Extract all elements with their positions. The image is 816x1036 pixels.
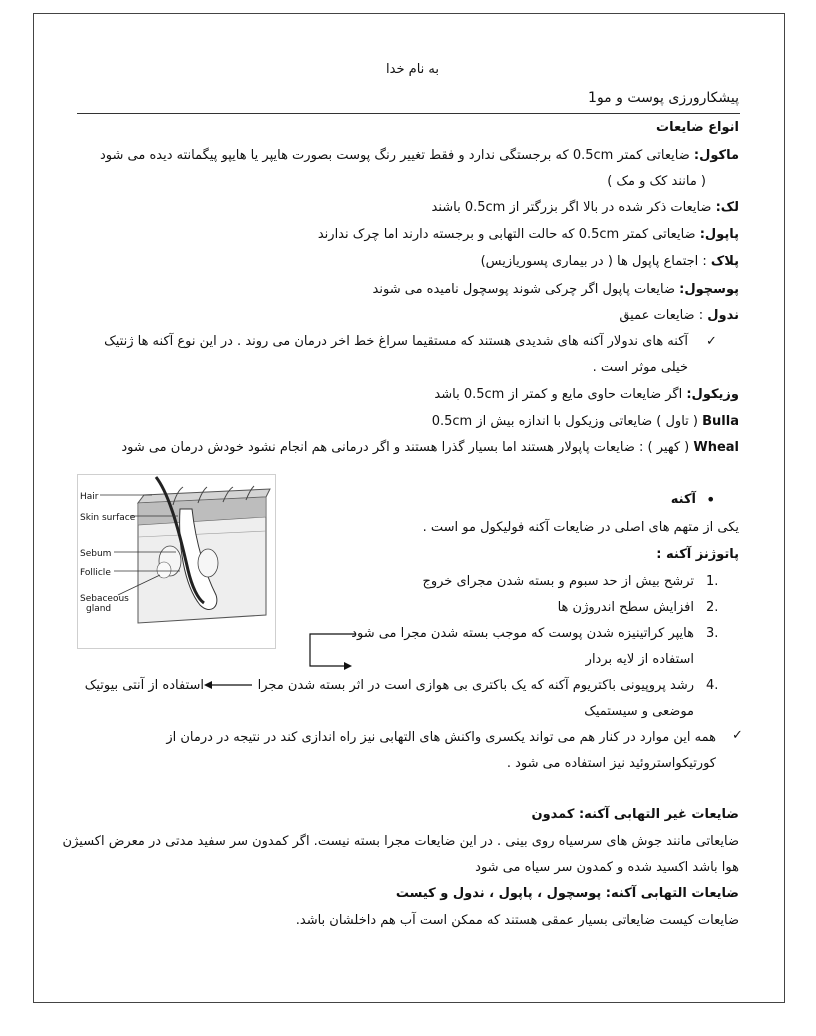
vesicle-term: وزیکول: bbox=[686, 387, 739, 402]
inflammatory-text: ضایعات کیست ضایعاتی بسیار عمقی هستند که ممکن است آب هم داخلشان باشد. bbox=[295, 913, 739, 928]
patch-text: ضایعات ذکر شده در بالا اگر بزرگتر از 0.5cm باشند bbox=[431, 200, 716, 215]
label-follicle: Follicle bbox=[80, 568, 111, 578]
noninflammatory-text: ضایعاتی مانند جوش های سرسیاه روی بینی . در این ضایعات مجرا بسته نیست. اگر کمدون سر سفید مدتی در معرض اکسیژن bbox=[62, 834, 739, 849]
macule-term: ماکول: bbox=[693, 148, 739, 163]
item-number-1: 1. bbox=[706, 574, 719, 589]
label-sebum: Sebum bbox=[80, 549, 112, 559]
pustule-definition bbox=[373, 280, 739, 300]
label-hair: Hair bbox=[80, 492, 99, 502]
bullet-icon: • bbox=[706, 490, 716, 509]
bulla-definition bbox=[432, 412, 739, 432]
label-gland: gland bbox=[86, 604, 112, 614]
plaque-definition bbox=[481, 252, 739, 272]
wheal-term: Wheal bbox=[693, 440, 739, 455]
patch-term: لک: bbox=[715, 200, 739, 215]
noninflammatory-text-continuation: هوا باشد اکسید شده و کمدون سر سیاه می شود bbox=[475, 860, 739, 875]
inflammatory-heading-list: : پوسچول ، پاپول ، ندول و کیست bbox=[395, 886, 611, 901]
item-number-3: 3. bbox=[706, 626, 719, 641]
check-icon: ✓ bbox=[706, 334, 717, 349]
papule-text: ضایعاتی کمتر 0.5cm که حالت التهابی و برجسته دارند اما چرک ندارند bbox=[317, 227, 700, 242]
left-arrow-icon bbox=[202, 677, 254, 693]
note-check-icon: ✓ bbox=[732, 728, 743, 743]
elbow-arrow-icon bbox=[300, 628, 360, 674]
item-number-4: 4. bbox=[706, 678, 719, 693]
item-3-treatment: استفاده از لایه بردار bbox=[585, 652, 694, 667]
hair-follicle-diagram bbox=[77, 474, 276, 649]
inflammation-note: همه این موارد در کنار هم می تواند یکسری واکنش های التهابی نیز راه اندازی کند در نتیجه در درمان از bbox=[166, 730, 716, 745]
inflammation-note-continuation: کورتیکواستروئید نیز استفاده می شود . bbox=[506, 756, 716, 771]
plaque-term: پلاک bbox=[710, 254, 739, 269]
wheal-definition bbox=[121, 438, 739, 458]
macule-definition bbox=[100, 146, 739, 166]
pathogenesis-item-1: ترشح بیش از حد سبوم و بسته شدن مجرای خروج bbox=[422, 574, 694, 589]
patch-definition bbox=[432, 198, 740, 218]
macule-text: ضایعاتی کمتر 0.5cm که برجستگی ندارد و فقط تغییر رنگ پوست بصورت هایپر یا هایپو پیگمانته دیده می شود bbox=[100, 148, 694, 163]
nodule-text: : ضایعات عمیق bbox=[619, 308, 708, 323]
skin-cross-section-illustration bbox=[78, 475, 275, 648]
pathogenesis-item-2: افزایش سطح اندروژن ها bbox=[557, 600, 694, 615]
item-4-treatment-continuation: موضعی و سیستمیک bbox=[584, 704, 694, 719]
label-skin-surface: Skin surface bbox=[80, 513, 136, 523]
label-sebaceous: Sebaceous bbox=[80, 594, 129, 604]
nodule-note: آکنه های ندولار آکنه های شدیدی هستند که مستقیما سراغ خط اخر درمان می روند . در این نوع آکنه ها ژنتیک bbox=[104, 334, 688, 349]
noninflammatory-heading: ضایعات غیر التهابی آکنه: کمدون bbox=[531, 807, 739, 822]
header-divider bbox=[77, 113, 740, 114]
pathogenesis-item-3: هایپر کراتینیزه شدن پوست که موجب بسته شدن مجرا می شود bbox=[351, 626, 694, 641]
papule-definition bbox=[318, 225, 739, 245]
course-title: پیشکارورزی پوست و مو1 bbox=[588, 90, 739, 106]
nodule-note-continuation: خیلی موثر است . bbox=[592, 360, 688, 375]
inflammatory-heading-term: ضایعات التهابی آکنه bbox=[610, 886, 739, 901]
vesicle-text: اگر ضایعات حاوی مایع و کمتر از 0.5cm باشد bbox=[434, 387, 687, 402]
nodule-term: ندول bbox=[707, 308, 739, 323]
bulla-term: Bulla bbox=[702, 414, 739, 429]
acne-intro: یکی از متهم های اصلی در ضایعات آکنه فولیکول مو است . bbox=[422, 520, 739, 535]
nodule-definition bbox=[619, 306, 739, 326]
bulla-text: ( تاول ) ضایعاتی وزیکول با اندازه بیش از 0.5cm bbox=[431, 414, 703, 429]
vesicle-definition bbox=[434, 385, 739, 405]
macule-continuation: ( مانند کک و مک ) bbox=[607, 174, 706, 189]
acne-title: آکنه bbox=[670, 492, 696, 507]
pustule-text: ضایعات پاپول اگر چرکی شوند پوسچول نامیده می شوند bbox=[372, 282, 680, 297]
item-number-2: 2. bbox=[706, 600, 719, 615]
bismillah-heading: به نام خدا bbox=[386, 62, 439, 77]
wheal-text: ( کهیر ) : ضایعات پاپولار هستند اما بسیار گذرا هستند و اگر درمانی هم انجام نشود خودش درمان می شود bbox=[121, 440, 694, 455]
plaque-text: : اجتماع پاپول ها ( در بیماری پسوریازیس) bbox=[480, 254, 711, 269]
pustule-term: پوسچول: bbox=[679, 282, 739, 297]
pathogenesis-heading: پاتوژنز آکنه : bbox=[656, 547, 739, 562]
lesions-heading: انواع ضایعات bbox=[656, 120, 739, 135]
inflammatory-heading bbox=[396, 884, 739, 904]
item-4-treatment: استفاده از آنتی بیوتیک bbox=[84, 678, 204, 693]
papule-term: پاپول: bbox=[699, 227, 739, 242]
pathogenesis-item-4: رشد پروپیونی باکتریوم آکنه که یک باکتری بی هوازی است در اثر بسته شدن مجرا bbox=[257, 678, 694, 693]
